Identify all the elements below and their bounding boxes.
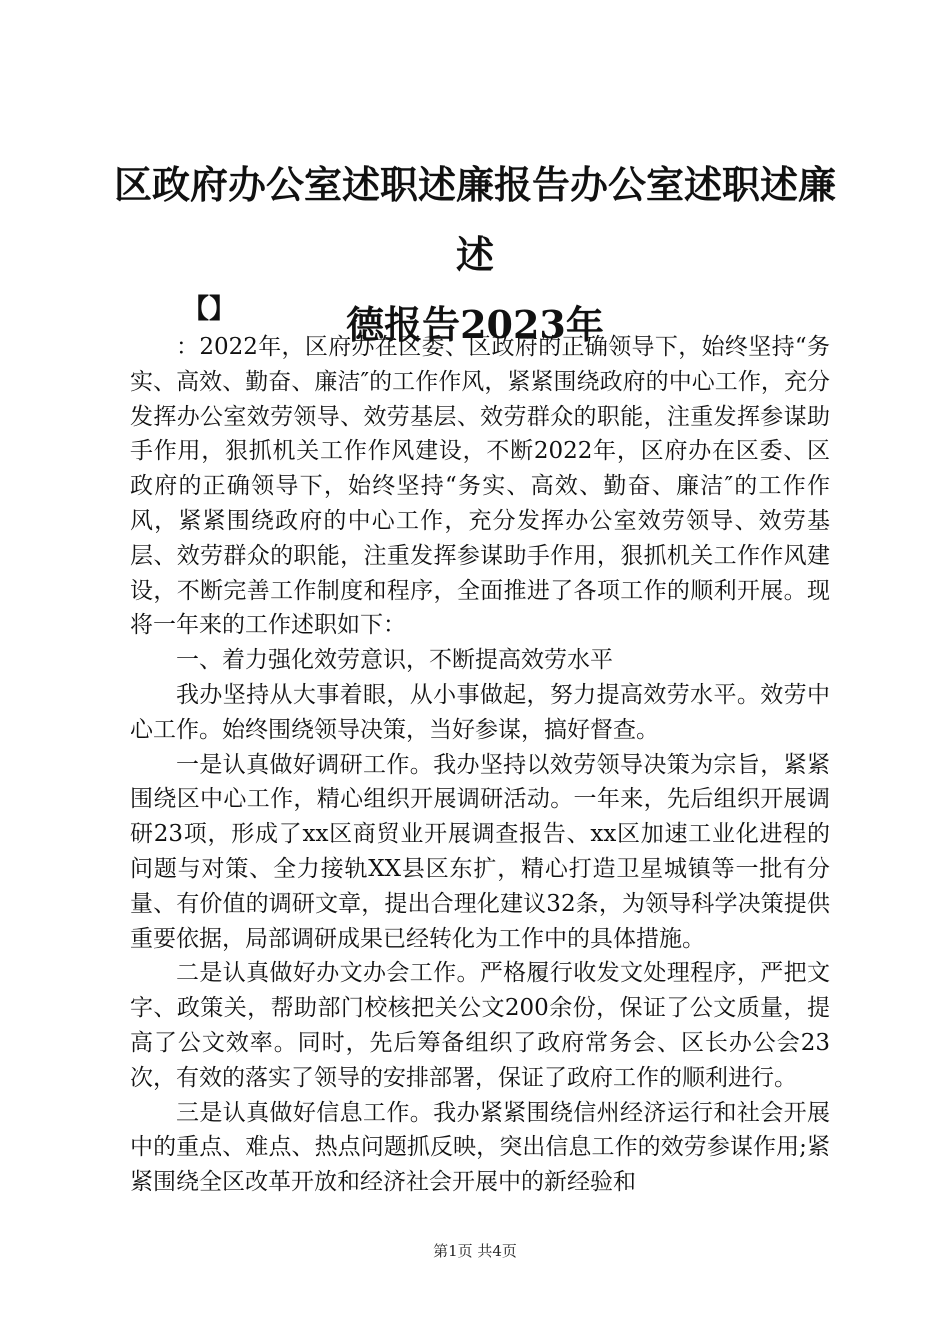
paragraph-research: 一是认真做好调研工作。我办坚持以效劳领导决策为宗旨，紧紧围绕区中心工作，精心组织开展调研活动。一年来，先后组织开展调研23项，形成了xx区商贸业开展调查报告、xx区加速工业化进程的问题与对策、全力接轨XX县区东扩，精心打造卫星城镇等一批有分量、有价值的调研文章，提出合理化建议32条，为领导科学决策提供重要依据，局部调研成果已经转化为工作中的具体措施。	[130, 751, 830, 952]
page-footer: 第1页 共4页	[433, 1242, 517, 1260]
bracket-marker: 【】	[182, 294, 236, 325]
paragraph-documents-meetings: 二是认真做好办文办会工作。严格履行收发文处理程序，严把文字、政策关，帮助部门校核把关公文200余份，保证了公文质量，提高了公文效率。同时，先后筹备组织了政府常务会、区长办公会23次，有效的落实了领导的安排部署，保证了政府工作的顺利进行。	[130, 960, 830, 1091]
paragraph-intro: ：2022年，区府办在区委、区政府的正确领导下，始终坚持“务实、高效、勤奋、廉洁″的工作作风，紧紧围绕政府的中心工作，充分发挥办公室效劳领导、效劳基层、效劳群众的职能，注重发挥参谋助手作用，狠抓机关工作作风建设，不断2022年，区府办在区委、区政府的正确领导下，始终坚持“务实、高效、勤奋、廉洁″的工作作风，紧紧围绕政府的中心工作，充分发挥办公室效劳领导、效劳基层、效劳群众的职能，注重发挥参谋助手作用，狠抓机关工作作风建设，不断完善工作制度和程序，全面推进了各项工作的顺利开展。现将一年来的工作述职如下：	[130, 334, 830, 639]
paragraph-information: 三是认真做好信息工作。我办紧紧围绕信州经济运行和社会开展中的重点、难点、热点问题抓反映，突出信息工作的效劳参谋作用;紧紧围绕全区改革开放和经济社会开展中的新经验和	[130, 1099, 830, 1196]
document-title	[110, 150, 840, 360]
title-line-2: 德报告2023年	[346, 302, 604, 347]
section-heading-1: 一、着力强化效劳意识，不断提高效劳水平	[176, 647, 613, 674]
title-line-1: 区政府办公室述职述廉报告办公室述职述廉述	[113, 162, 836, 277]
document-body	[130, 330, 830, 1200]
paragraph-service: 我办坚持从大事着眼，从小事做起，努力提高效劳水平。效劳中心工作。始终围绕领导决策，当好参谋，搞好督查。	[130, 681, 830, 743]
